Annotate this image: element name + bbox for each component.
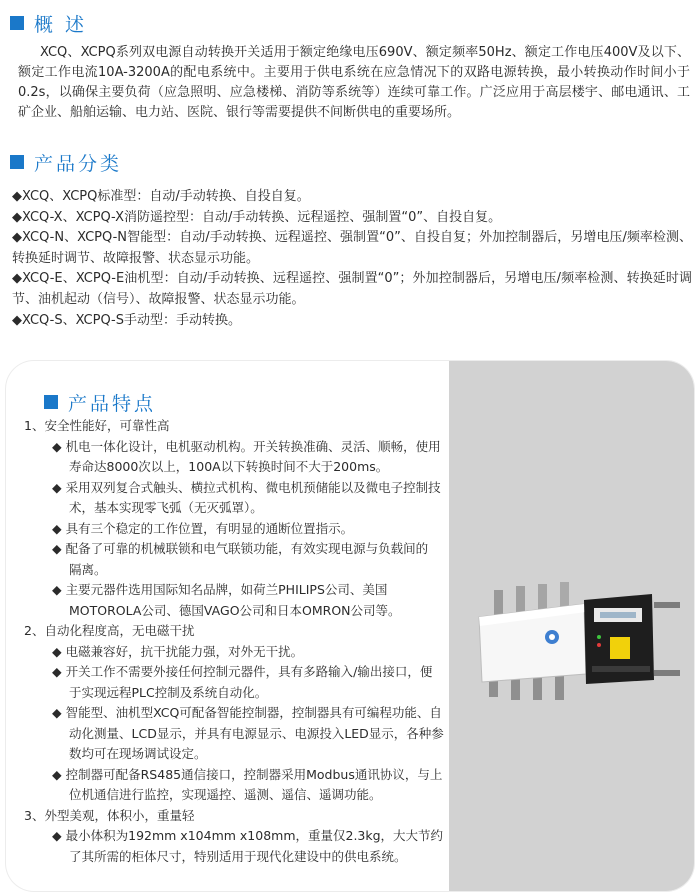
- category-item: ◆XCQ-S、XCPQ-S手动型：手动转换。: [12, 312, 241, 328]
- categories-title: 产品分类: [34, 152, 123, 175]
- overview-paragraph: XCQ、XCPQ系列双电源自动转换开关适用于额定绝缘电压690V、额定频率50Hz、额定工作电压400V及以下、额定工作电流10A-3200A的配电系统中。主要用于供电系统在应急情况下的双路电源转换，最小转换动作时间小于0.2s，以确保主要负荷（应急照明、应急楼梯、消防等系统等）连续可靠工作。广泛应用于高层楼宇、邮电通讯、工矿企业、船舶运输、电力站、医院、银行等需要提供不间断供电的重要场所。: [18, 45, 690, 120]
- square-bullet-icon: [10, 155, 24, 169]
- feature-item: ◆ 采用双列复合式触头、横拉式机构、微电机预储能以及微电子控制技术，基本实现零飞弧（无灭弧罩）。: [52, 479, 441, 515]
- category-item: ◆XCQ、XCPQ标准型：自动/手动转换、自投自复。: [12, 189, 310, 204]
- feature-group-label: 3、外型美观，体积小，重量轻: [24, 807, 195, 823]
- feature-group-label: 1、安全性能好，可靠性高: [24, 418, 170, 433]
- feature-item: ◆ 控制器可配备RS485通信接口，控制器采用Modbus通讯协议，与上位机通信进行监控，实现遥控、遥测、遥信、遥调功能。: [52, 766, 443, 802]
- diamond-bullet-icon: ◆: [52, 438, 62, 454]
- diamond-bullet-icon: ◆: [52, 828, 62, 843]
- features-body: [24, 416, 444, 867]
- category-item: ◆XCQ-E、XCPQ-E油机型：自动/手动转换、远程遥控、强制置“0”；外加控制器后，另增电压/频率检测、转换延时调节、油机起动（信号）、故障报警、状态显示功能。: [12, 271, 692, 307]
- overview-heading: [10, 10, 87, 36]
- diamond-bullet-icon: ◆: [52, 520, 62, 536]
- diamond-bullet-icon: ◆: [52, 664, 62, 679]
- feature-item: ◆ 机电一体化设计，电机驱动机构。开关转换准确、灵活、顺畅，使用寿命达8000次以上，100A以下转换时间不大于200ms。: [52, 438, 441, 474]
- categories-list: [12, 187, 692, 331]
- overview-title: 概 述: [34, 13, 88, 36]
- category-item: ◆XCQ-X、XCPQ-X消防遥控型：自动/手动转换、远程遥控、强制置“0”、自投自复。: [12, 209, 502, 225]
- square-bullet-icon: [44, 395, 58, 409]
- feature-item: ◆ 最小体积为192mm x104mm x108mm，重量仅2.3kg，大大节约了其所需的柜体尺寸，特别适用于现代化建设中的供电系统。: [52, 828, 444, 864]
- diamond-bullet-icon: ◆: [52, 705, 62, 720]
- square-bullet-icon: [10, 16, 24, 30]
- feature-item: ◆ 配备了可靠的机械联锁和电气联锁功能，有效实现电源与负载间的 隔离。: [52, 541, 429, 577]
- category-item: ◆XCQ-N、XCPQ-N智能型：自动/手动转换、远程遥控、强制置“0”、自投自复；外加控制器后，另增电压/频率检测、转换延时调节、故障报警、状态显示功能。: [12, 230, 692, 266]
- features-title: 产品特点: [68, 392, 157, 415]
- feature-item: ◆ 智能型、油机型XCQ可配备智能控制器，控制器具有可编程功能、自动化测量、LCD显示，并具有电源显示、电源投入LED显示，各种参数均可在现场调试设定。: [52, 705, 444, 761]
- diamond-bullet-icon: ◆: [52, 479, 62, 495]
- diamond-bullet-icon: ◆: [52, 541, 62, 556]
- diamond-bullet-icon: ◆: [52, 766, 62, 782]
- diamond-bullet-icon: ◆: [52, 643, 62, 659]
- feature-item: ◆ 电磁兼容好，抗干扰能力强，对外无干扰。: [52, 643, 304, 659]
- product-image-panel: [449, 361, 694, 891]
- categories-heading: [10, 149, 122, 175]
- feature-group-label: 2、自动化程度高，无电磁干扰: [24, 623, 195, 638]
- diamond-bullet-icon: ◆: [52, 582, 62, 597]
- feature-item: ◆ 开关工作不需要外接任何控制元器件，具有多路输入/输出接口，便于实现远程PLC控制及系统自动化。: [52, 664, 433, 700]
- features-heading: [44, 389, 156, 415]
- feature-item: ◆ 主要元器件选用国际知名品牌，如荷兰PHILIPS公司、美国MOTOROLA公司、德国VAGO公司和日本OMRON公司等。: [52, 582, 401, 618]
- feature-item: ◆ 具有三个稳定的工作位置，有明显的通断位置指示。: [52, 520, 354, 536]
- switch-product-image: [474, 582, 684, 702]
- features-card: [6, 361, 694, 891]
